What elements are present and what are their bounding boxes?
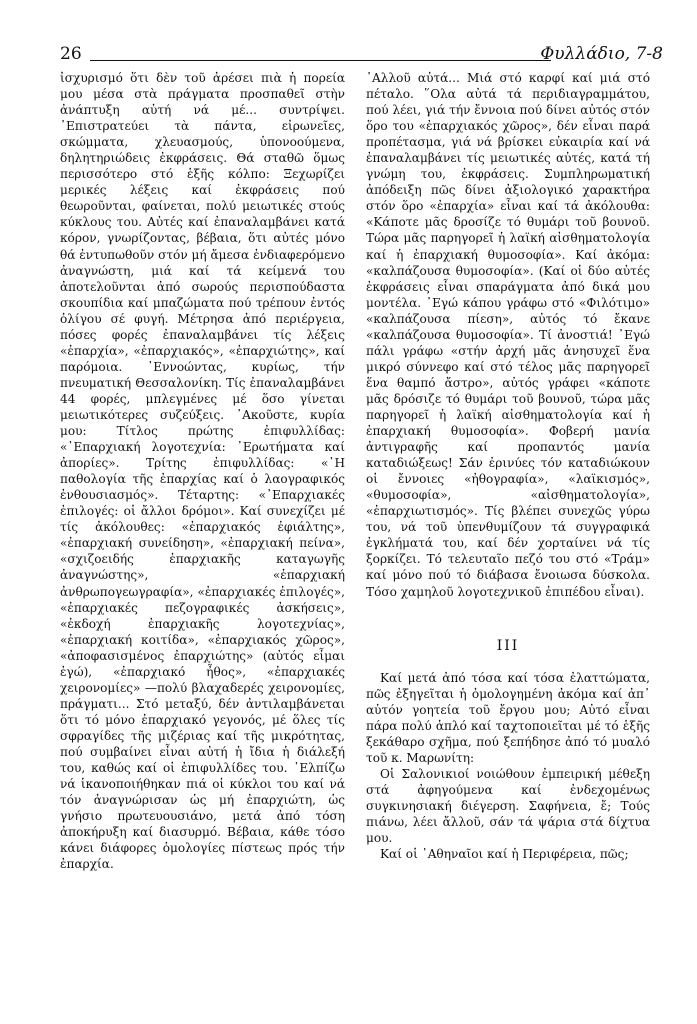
body-paragraph: ἰσχυρισμό ὅτι δὲν τοῦ ἀρέσει πιὰ ἡ πορεία μου μέσα στὰ πράγματα προσπαθεῖ στὴν ἀνάπτυξη αὐτή νά μέ... συντρίψει. ᾿Επιστρατεύει τὰ πάντα, εἰρωνεῖες, σκώμματα, χλευασμούς, ὑπονοούμενα, δηλητηριώδεις ἐκφράσεις. Θά σταθῶ ὅμως περισσότερο στό ἑξῆς κόλπο: Ξεχωρίζει μερικές λέξεις καί ἐκφράσεις πού θεωροῦνται, φαίνεται, πολύ μειωτικές στούς κύκλους του. Αὐτές καί ἐπαναλαμβάνει κατά κόρον, γνωρίζοντας, βέβαια, ὅτι αὐτές μόνο θά ἐντυπωθοῦν στόν μή ἄμεσα ἐνδιαφερόμενο ἀναγνώστη, μιά καί τά κείμενά του ἀποτελοῦνται ἀπό σωρούς περισπούδαστα σκουπίδια καί μπαζώματα πού τρέπουν ἐντός ὀλίγου σέ φυγή. Μέτρησα ἀπό περιέργεια, πόσες φορές ἐπαναλαμβάνει τίς λέξεις «ἐπαρχία», «ἐπαρχιακός», «ἐπαρχιώτης», καί παρόμοια. ᾿Εννοώντας, κυρίως, τήν πνευματική Θεσσαλονίκη. Τίς ἐπαναλαμβάνει 44 φορές, μπλεγμένες μέ ὅσο γίνεται μειωτικότερες συζεύξεις. ᾿Ακοῦστε, κυρία μου: Τίτλος πρώτης ἐπιφυλλίδας: «᾿Επαρχιακή λογοτεχνία: ᾿Ερωτήματα καί ἀπορίες». Τρίτης ἐπιφυλλίδας: «᾿Η παθολογία τῆς ἐπαρχίας καί ὁ λαογραφικός ἐνθουσιασμός». Τέταρτης: «᾿Επαρχιακές ἐπιλογές: οἱ ἄλλοι δρόμοι». Καί συνεχίζει μέ τίς ἀκόλουθες: «ἐπαρχιακός ἐφιάλτης», «ἐπαρχιακή συνείδηση», «ἐπαρχιακή πείνα», «σχιζοειδής ἐπαρχιακῆς καταγωγῆς ἀναγνώστης», «ἐπαρχιακή ἀνθρωπογεωγραφία», «ἐπαρχιακές ἐπιλογές», «ἐπαρχιακές πεζογραφικές ἀσκήσεις», «ἐκδοχή ἐπαρχιακῆς λογοτεχνίας», «ἐπαρχιακή κοιτίδα», «ἐπαρχιακός χῶρος», «ἀποφασισμένος ἐπαρχιώτης» (αὐτός εἶμαι ἐγώ), «ἐπαρχιακό ἦθος», «ἐπαρχιακές χειρονομίες» —πολύ βλαχαδερές χειρονομίες, πράγματι... Στό μεταξύ, δέν ἀντιλαμβάνεται ὅτι τό μόνο ἐπαρχιακό γεγονός, μέ ὅλες τίς σφραγίδες τῆς μιζέριας καί τῆς μικρότητας, πού συμβαίνει εἶναι αὐτή ἡ ἴδια ἡ διάλεξή του, καθώς καί οἱ ἐπιφυλλίδες του. ᾿Ελπίζω νά ἱκανοποιήθηκαν πιά οἱ κύκλοι του καί νά τόν ἀναγνώρισαν ὡς μή ἐπαρχιώτη, ὡς γνήσιο πρωτευουσιάνο, μετά ἀπό τόση ἀποκήρυξη καί διασυρμό. Βέβαια, κάθε τόσο κάνει διάφορες ὁμολογίες πίστεως πρός τήν ἐπαρχία.: [60, 71, 345, 872]
right-column: [366, 70, 650, 862]
page-header: [60, 44, 663, 64]
header-rule: [90, 60, 551, 61]
page-number: 26: [60, 44, 82, 64]
left-column: [60, 70, 345, 872]
running-title: Φυλλάδιο, 7-8: [540, 44, 663, 64]
body-paragraph: Καί οἱ ᾿Αθηναῖοι καί ἡ Περιφέρεια, πῶς;: [380, 847, 629, 862]
body-paragraph: Καί μετά ἀπό τόσα καί τόσα ἐλαττώματα, πῶς ἐξηγεῖται ἡ ὁμολογημένη ἀκόμα καί ἀπ᾿ αὐτόν γοητεία τοῦ ἔργου μου; Αὐτό εἶναι πάρα πολύ ἁπλό καί ταχτοποιεῖται μέ τό ἑξῆς ξεκάθαρο σχῆμα, πού ξεπήδησε ἀπό τό μυαλό τοῦ κ. Μαρωνίτη:: [366, 670, 650, 765]
body-paragraph: Οἱ Σαλονικιοί νοιώθουν ἐμπειρική μέθεξη στά ἀφηγούμενα καί ἐνδεχομένως συγκινησιακή διέγερση. Σαφήνεια, ἔ; Τούς πιάνω, λέει ἄλλοῦ, σάν τά ψάρια στά δίχτυα μου.: [366, 766, 650, 846]
section-heading: III: [496, 637, 520, 654]
body-paragraph: ᾿Αλλοῦ αὐτά... Μιά στό καρφί καί μιά στό πέταλο. ῞Ολα αὐτά τά περιδιαγραμμάτου, πού λέει, γιά τήν ἔννοια πού δίνει αὐτός στόν ὅρο του «ἐπαρχιακός χῶρος», δέν εἶναι παρά προπέτασμα, γιά νά βρίσκει εὐκαιρία καί νά ἐπαναλαμβάνει τίς μειωτικές αὐτές, κατά τή γνώμη του, ἐκφράσεις. Συμπληρωματική ἀπόδειξη πῶς δίνει ἀξιολογικό χαρακτήρα στόν ὅρο «ἐπαρχία» εἶναι καί τά ἀκόλουθα: «Κάποτε μᾶς δροσίζε τό θυμάρι τοῦ βουνοῦ. Τώρα μᾶς παρηγορεῖ ἡ λαϊκή αἰσθηματολογία καί ἡ ἐπαρχιακή θυμοσοφία». Καί ἀκόμα: «καλπάζουσα θυμοσοφία». (Καί οἱ δύο αὐτές ἐκφράσεις εἶναι σπαράγματα ἀπό δικά μου μοντέλα. ᾿Εγώ κάπου γράφω στό «Φιλότιμο» «καλπάζουσα πίεση», αὐτός τό ἔκανε «καλπάζουσα θυμοσοφία». Τί ἀνοστιά! ᾿Εγώ πάλι γράφω «στήν ἀρχή μᾶς ἀνησυχεῖ ἕνα μικρό σύννεφο καί στό τέλος μᾶς παρηγορεῖ ἕνα θαμπό ἄστρο», αὐτός γράφει «κάποτε μᾶς δρόσιζε τό θυμάρι τοῦ βουνοῦ, τώρα μᾶς παρηγορεῖ ἡ λαϊκή αἰσθηματολογία καί ἡ ἐπαρχιακή θυμοσοφία». Φοβερή μανία ἀντιγραφῆς καί προπαντός μανία καταδιώξεως! Σάν ἐρινύες τόν καταδιώκουν οἱ ἔννοιες «ἠθογραφία», «λαϊκισμός», «θυμοσοφία», «αἰσθηματολογία», «ἐπαρχιωτισμός». Τίς βλέπει συνεχῶς γύρω του, νά τοῦ ὑπενθυμίζουν τά συγγραφικά ἐγκλήματά του, καί δέν χορταίνει νά τίς ξορκίζει. Τό τελευταῖο πεζό του στό «Τράμ» καί μόνο πού τό διάβασα ἔνοιωσα δύσκολα. Τόσο χαμηλοῦ λογοτεχνικοῦ ἐπιπέδου εἶναι).: [366, 71, 650, 599]
